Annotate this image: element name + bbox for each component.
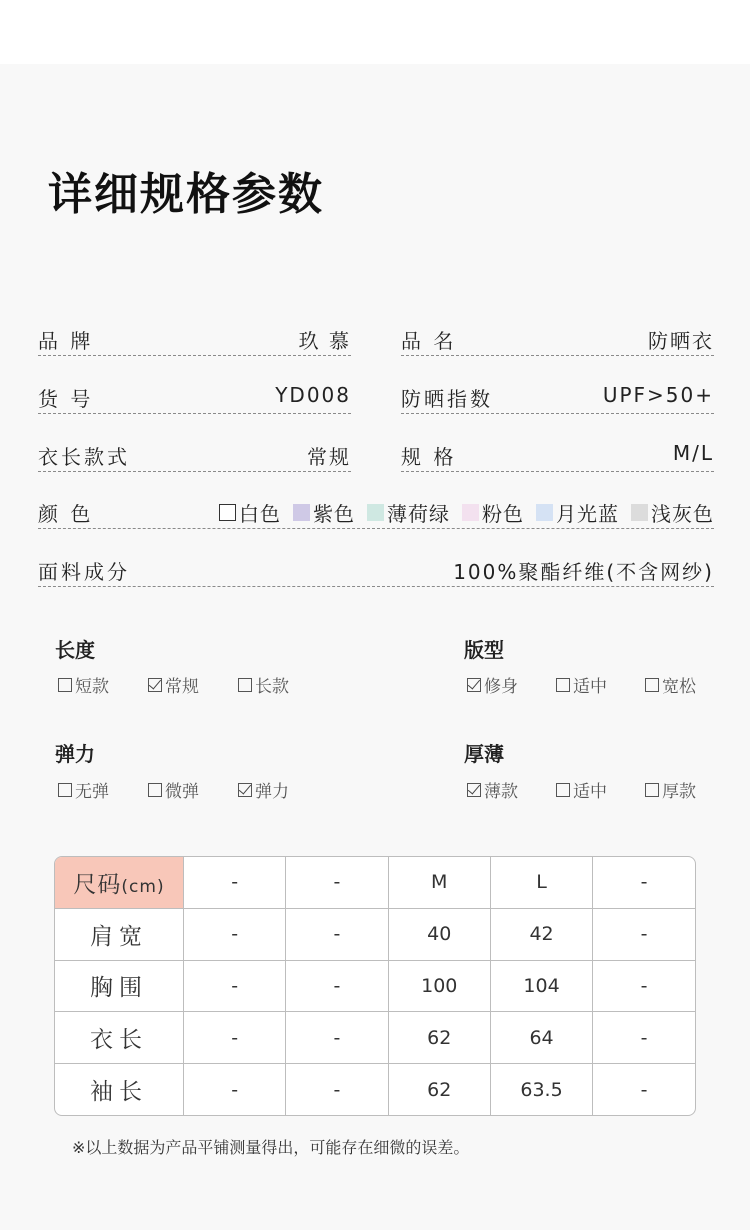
table-cell: - [593, 908, 695, 960]
option-label: 常规 [165, 677, 199, 697]
option-label: 短款 [75, 677, 109, 697]
fit-title: 版型 [464, 638, 504, 662]
size-header-cell [55, 857, 184, 908]
option-thickness [556, 777, 607, 802]
table-cell: - [184, 1012, 286, 1064]
table-cell: - [593, 1012, 695, 1064]
spec-row-brand [38, 325, 351, 356]
option-length [148, 672, 199, 697]
color-option [367, 498, 450, 527]
size-label: 规 格 [401, 445, 457, 469]
color-name: 紫色 [313, 502, 355, 526]
option-fit [645, 672, 696, 697]
color-swatch [631, 504, 648, 521]
table-cell: - [184, 908, 286, 960]
fabric-label: 面料成分 [38, 560, 130, 584]
row-label-length: 衣长 [55, 1012, 184, 1064]
table-row [55, 960, 695, 1012]
name-label: 品 名 [401, 329, 457, 353]
option-fit [467, 672, 518, 697]
checkbox-icon [58, 783, 72, 797]
option-elastic [58, 777, 109, 802]
option-elastic [238, 777, 289, 802]
color-label: 颜 色 [38, 502, 94, 526]
checkbox-icon [556, 783, 570, 797]
table-cell: 62 [388, 1064, 490, 1115]
checkbox-icon [645, 783, 659, 797]
table-cell: - [184, 1064, 286, 1115]
spec-row-upf [401, 383, 714, 414]
size-header-label: 尺码 [73, 871, 122, 898]
color-option [536, 498, 619, 527]
fabric-value: 100%聚酯纤维(不含网纱) [453, 560, 714, 584]
table-cell: - [286, 1012, 388, 1064]
option-label: 无弹 [75, 782, 109, 802]
size-value: M/L [672, 441, 714, 465]
checkbox-icon [58, 678, 72, 692]
size-col-l: L [490, 857, 592, 908]
table-cell: 100 [388, 960, 490, 1012]
table-cell: - [286, 960, 388, 1012]
option-label: 微弹 [165, 782, 199, 802]
table-cell: - [593, 960, 695, 1012]
checkbox-icon [645, 678, 659, 692]
option-label: 修身 [484, 677, 518, 697]
table-cell: 104 [490, 960, 592, 1012]
table-cell: - [593, 1064, 695, 1115]
color-option [293, 498, 355, 527]
option-label: 宽松 [662, 677, 696, 697]
brand-label: 品 牌 [38, 329, 94, 353]
option-label: 薄款 [484, 782, 518, 802]
table-cell: 63.5 [490, 1064, 592, 1115]
option-label: 适中 [573, 677, 607, 697]
checkbox-icon [148, 783, 162, 797]
brand-value: 玖 慕 [298, 329, 351, 353]
option-label: 适中 [573, 782, 607, 802]
spec-row-name [401, 325, 714, 356]
index-value: UPF>50+ [602, 383, 714, 407]
size-col-1: - [184, 857, 286, 908]
table-cell: - [286, 1064, 388, 1115]
option-label: 长款 [255, 677, 289, 697]
size-table [54, 856, 696, 1116]
checked-box-icon [467, 678, 481, 692]
option-thickness [467, 777, 518, 802]
size-col-m: M [388, 857, 490, 908]
elastic-title: 弹力 [55, 742, 95, 766]
table-cell: 62 [388, 1012, 490, 1064]
color-swatch [219, 504, 236, 521]
row-label-chest: 胸围 [55, 960, 184, 1012]
option-elastic [148, 777, 199, 802]
option-fit [556, 672, 607, 697]
option-thickness [645, 777, 696, 802]
row-label-shoulder: 肩宽 [55, 908, 184, 960]
color-name: 月光蓝 [556, 502, 619, 526]
spec-row-color [38, 498, 714, 529]
checked-box-icon [148, 678, 162, 692]
page-title: 详细规格参数 [48, 169, 324, 220]
checked-box-icon [467, 783, 481, 797]
checkbox-icon [238, 678, 252, 692]
color-swatch [367, 504, 384, 521]
color-option [631, 498, 714, 527]
size-header-row [55, 857, 695, 908]
color-name: 粉色 [482, 502, 524, 526]
table-cell: - [286, 908, 388, 960]
row-label-sleeve: 袖长 [55, 1064, 184, 1115]
index-label: 防晒指数 [401, 387, 493, 411]
length-title: 长度 [55, 638, 95, 662]
spec-row-item-no [38, 383, 351, 414]
measurement-note: ※以上数据为产品平铺测量得出，可能存在细微的误差。 [72, 1138, 470, 1157]
option-length [58, 672, 109, 697]
spec-row-fabric [38, 556, 714, 587]
size-col-5: - [593, 857, 695, 908]
color-name: 薄荷绿 [387, 502, 450, 526]
color-option [462, 498, 524, 527]
spec-row-size [401, 441, 714, 472]
option-label: 厚款 [662, 782, 696, 802]
checked-box-icon [238, 783, 252, 797]
color-name: 浅灰色 [651, 502, 714, 526]
color-swatch [293, 504, 310, 521]
color-option [219, 498, 281, 527]
table-cell: 40 [388, 908, 490, 960]
option-length [238, 672, 289, 697]
table-cell: 42 [490, 908, 592, 960]
table-cell: 64 [490, 1012, 592, 1064]
table-row [55, 1064, 695, 1115]
table-cell: - [184, 960, 286, 1012]
item-label: 货 号 [38, 387, 94, 411]
size-col-2: - [286, 857, 388, 908]
spec-row-style [38, 441, 351, 472]
option-label: 弹力 [255, 782, 289, 802]
style-label: 衣长款式 [38, 445, 130, 469]
size-header-unit: (cm) [121, 876, 165, 897]
color-name: 白色 [239, 502, 281, 526]
checkbox-icon [556, 678, 570, 692]
table-row [55, 908, 695, 960]
name-value: 防晒衣 [648, 329, 714, 353]
item-value: YD008 [275, 383, 351, 407]
color-swatch [462, 504, 479, 521]
thickness-title: 厚薄 [464, 742, 504, 766]
color-list [207, 498, 714, 527]
style-value: 常规 [307, 445, 351, 469]
color-swatch [536, 504, 553, 521]
table-row [55, 1012, 695, 1064]
